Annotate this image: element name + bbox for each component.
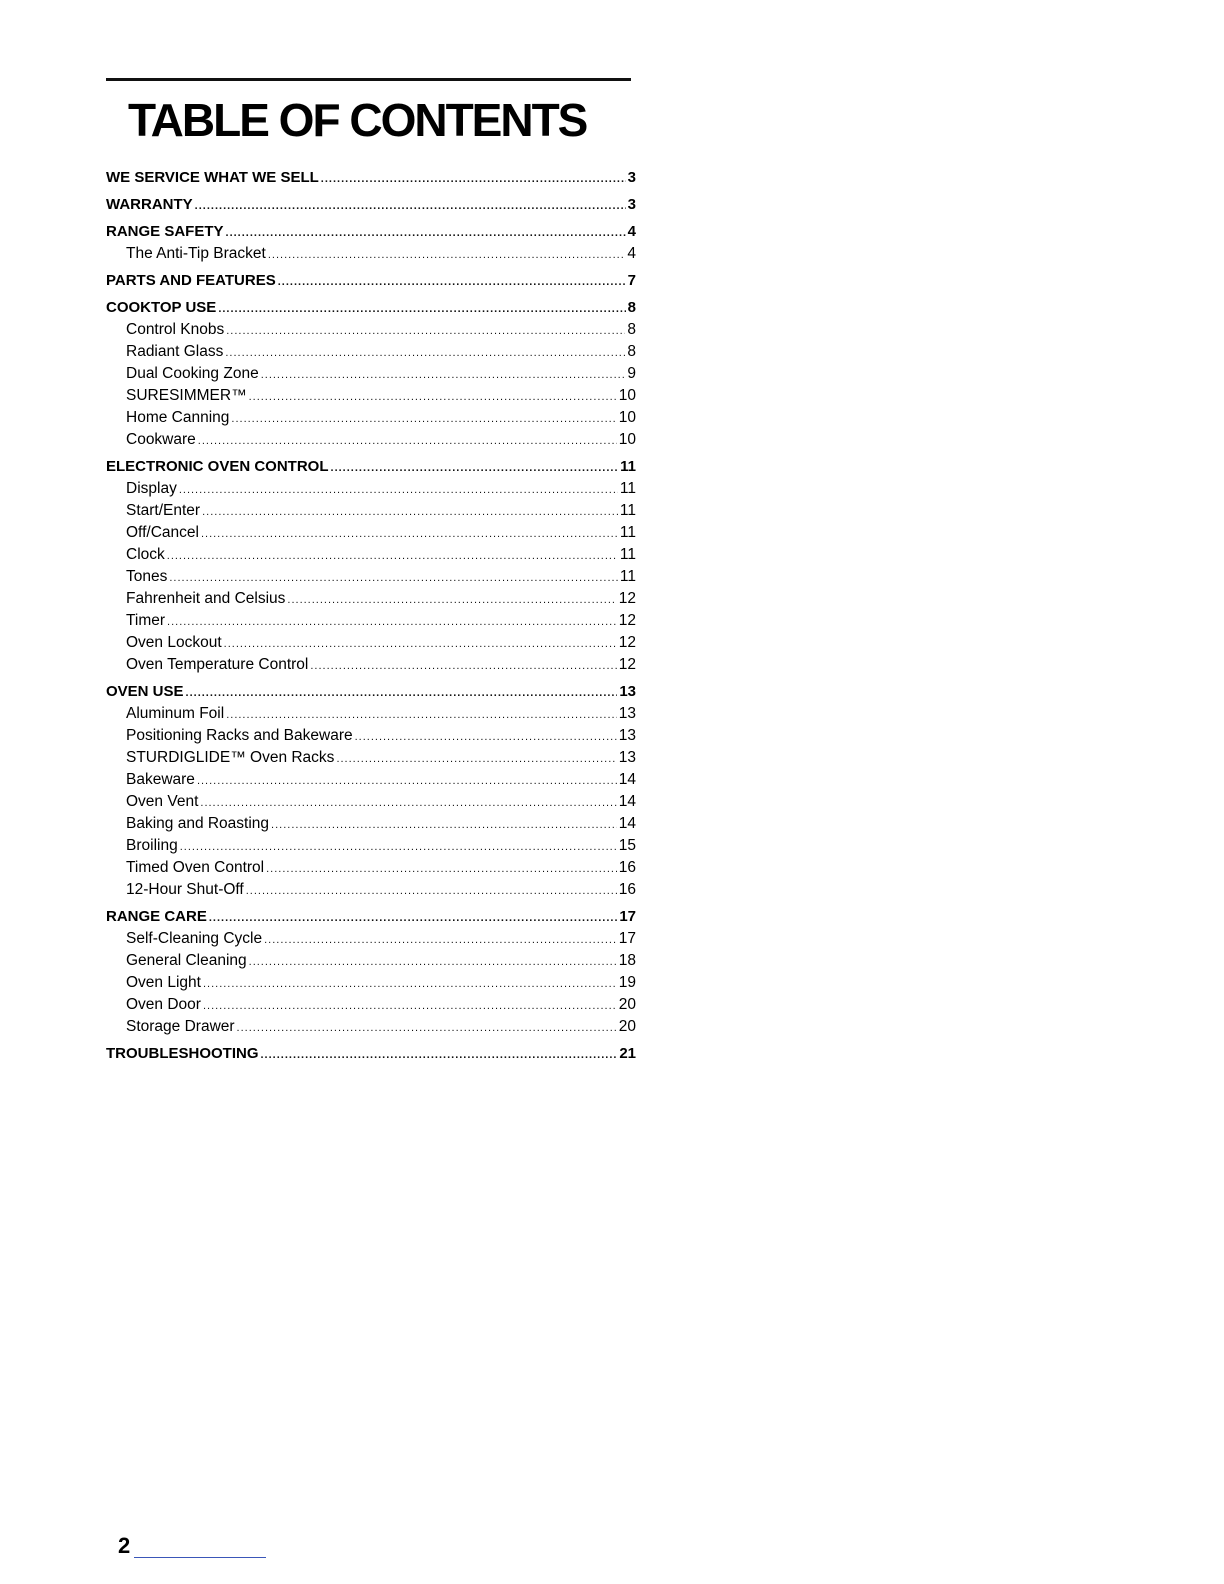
page-number: 2 [118,1533,131,1558]
toc-entry-label: WARRANTY [106,196,193,213]
toc-section-entry[interactable] [106,269,636,291]
toc-entry-label: Control Knobs [126,321,225,338]
toc-section-entry[interactable] [106,905,636,927]
toc-dot-leader [249,392,617,403]
toc-entry-label: Broiling [126,837,178,854]
toc-entry-label: Oven Light [126,974,201,991]
toc-entry-label: COOKTOP USE [106,299,217,316]
toc-dot-leader [246,886,617,897]
toc-dot-leader [226,710,617,721]
toc-subsection-entry[interactable] [106,812,636,834]
toc-entry-label: Dual Cooking Zone [126,365,259,382]
toc-dot-leader [237,1023,617,1034]
toc-entry-page: 9 [627,365,636,382]
toc-entry-page: 19 [618,974,636,991]
toc-entry-label: Start/Enter [126,502,201,519]
toc-entry-page: 17 [619,908,636,925]
toc-entry-page: 4 [627,223,636,240]
toc-entry-label: Fahrenheit and Celsius [126,590,286,607]
toc-entry-page: 11 [620,458,636,475]
toc-subsection-entry[interactable] [106,406,636,428]
toc-entry-page: 10 [618,387,636,404]
toc-dot-leader [249,957,617,968]
toc-entry-page: 8 [627,321,636,338]
toc-dot-leader [167,551,618,562]
title-rule [106,78,631,81]
toc-dot-leader [209,913,617,924]
toc-dot-leader [202,507,618,518]
toc-entry-page: 14 [618,815,636,832]
toc-entry-label: Baking and Roasting [126,815,270,832]
toc-subsection-entry[interactable] [106,609,636,631]
toc-dot-leader [261,1050,618,1061]
toc-subsection-entry[interactable] [106,565,636,587]
toc-section-entry[interactable] [106,455,636,477]
toc-entry-page: 14 [618,771,636,788]
toc-subsection-entry[interactable] [106,878,636,900]
toc-dot-leader [226,326,625,337]
toc-dot-leader [180,842,617,853]
toc-entry-label: Positioning Racks and Bakeware [126,727,353,744]
toc-entry-label: Display [126,480,177,497]
toc-entry-label: ELECTRONIC OVEN CONTROL [106,458,329,475]
toc-dot-leader [264,935,617,946]
toc-dot-leader [198,436,617,447]
toc-entry-page: 11 [619,502,636,519]
toc-dot-leader [169,573,618,584]
toc-dot-leader [271,820,617,831]
toc-entry-page: 3 [627,196,636,213]
toc-entry-label: WE SERVICE WHAT WE SELL [106,169,319,186]
toc-subsection-entry[interactable] [106,927,636,949]
toc-entry-label: Oven Door [126,996,201,1013]
toc-entry-label: Aluminum Foil [126,705,225,722]
toc-subsection-entry[interactable] [106,318,636,340]
toc-entry-page: 4 [627,245,636,262]
toc-dot-leader [197,776,617,787]
toc-subsection-entry[interactable] [106,834,636,856]
toc-dot-leader [261,370,626,381]
toc-entry-label: Bakeware [126,771,195,788]
toc-entry-label: OVEN USE [106,683,184,700]
toc-entry-label: STURDIGLIDE™ Oven Racks [126,749,335,766]
toc-subsection-entry[interactable] [106,631,636,653]
toc-entry-label: Timer [126,612,166,629]
toc-entry-label: Cookware [126,431,196,448]
toc-dot-leader [167,617,617,628]
page-title: TABLE OF CONTENTS [128,94,587,146]
toc-subsection-entry[interactable] [106,653,636,675]
toc-dot-leader [224,639,617,650]
toc-entry-label: Radiant Glass [126,343,224,360]
toc-entry-page: 12 [618,634,636,651]
toc-dot-leader [268,250,626,261]
toc-entry-page: 17 [618,930,636,947]
toc-entry-label: Home Canning [126,409,230,426]
toc-section-entry[interactable] [106,166,636,188]
toc-entry-page: 16 [618,881,636,898]
toc-entry-label: 12-Hour Shut-Off [126,881,244,898]
toc-entry-label: Off/Cancel [126,524,199,541]
toc-entry-label: Oven Vent [126,793,199,810]
toc-entry-label: Clock [126,546,165,563]
toc-entry-page: 10 [618,409,636,426]
toc-dot-leader [225,348,625,359]
toc-dot-leader [226,228,626,239]
toc-entry-page: 21 [619,1045,636,1062]
toc-entry-label: General Cleaning [126,952,247,969]
toc-dot-leader [203,979,617,990]
toc-subsection-entry[interactable] [106,384,636,406]
toc-entry-label: Storage Drawer [126,1018,235,1035]
toc-dot-leader [336,754,616,765]
toc-entry-label: PARTS AND FEATURES [106,272,276,289]
toc-entry-page: 12 [618,590,636,607]
toc-entry-label: Tones [126,568,168,585]
toc-entry-label: Timed Oven Control [126,859,265,876]
toc-entry-page: 20 [618,996,636,1013]
toc-entry-page: 20 [618,1018,636,1035]
toc-entry-page: 3 [627,169,636,186]
toc-dot-leader [195,201,626,212]
toc-entry-label: RANGE CARE [106,908,207,925]
toc-subsection-entry[interactable] [106,702,636,724]
toc-entry-page: 11 [619,568,636,585]
toc-entry-page: 8 [627,299,636,316]
toc-subsection-entry[interactable] [106,949,636,971]
toc-entry-page: 18 [618,952,636,969]
toc-dot-leader [355,732,617,743]
toc-dot-leader [231,414,616,425]
toc-subsection-entry[interactable] [106,790,636,812]
toc-subsection-entry[interactable] [106,362,636,384]
toc-subsection-entry[interactable] [106,242,636,264]
toc-section-entry[interactable] [106,193,636,215]
toc-dot-leader [278,277,626,288]
toc-entry-label: RANGE SAFETY [106,223,224,240]
table-of-contents [106,166,636,1064]
toc-entry-page: 15 [618,837,636,854]
toc-subsection-entry[interactable] [106,856,636,878]
toc-entry-page: 16 [618,859,636,876]
toc-subsection-entry[interactable] [106,499,636,521]
toc-subsection-entry[interactable] [106,428,636,450]
toc-dot-leader [266,864,617,875]
toc-section-entry[interactable] [106,1042,636,1064]
toc-entry-page: 7 [627,272,636,289]
toc-dot-leader [287,595,616,606]
toc-entry-page: 13 [618,727,636,744]
toc-dot-leader [186,688,618,699]
toc-dot-leader [200,798,616,809]
toc-entry-page: 11 [619,480,636,497]
toc-entry-page: 12 [618,612,636,629]
toc-section-entry[interactable] [106,220,636,242]
toc-entry-label: SURESIMMER™ [126,387,247,404]
toc-subsection-entry[interactable] [106,521,636,543]
toc-entry-label: Oven Temperature Control [126,656,309,673]
toc-entry-label: Self-Cleaning Cycle [126,930,263,947]
toc-entry-page: 13 [618,749,636,766]
toc-subsection-entry[interactable] [106,971,636,993]
toc-section-entry[interactable] [106,680,636,702]
toc-subsection-entry[interactable] [106,746,636,768]
footer-rule [134,1557,266,1558]
toc-entry-page: 12 [618,656,636,673]
toc-dot-leader [179,485,618,496]
toc-entry-page: 14 [618,793,636,810]
toc-entry-page: 11 [619,524,636,541]
toc-dot-leader [321,174,626,185]
toc-subsection-entry[interactable] [106,768,636,790]
toc-entry-page: 13 [619,683,636,700]
toc-dot-leader [203,1001,617,1012]
toc-entry-label: Oven Lockout [126,634,222,651]
toc-dot-leader [310,661,616,672]
toc-entry-page: 8 [627,343,636,360]
toc-subsection-entry[interactable] [106,543,636,565]
toc-entry-label: TROUBLESHOOTING [106,1045,259,1062]
toc-subsection-entry[interactable] [106,1015,636,1037]
toc-subsection-entry[interactable] [106,724,636,746]
toc-entry-page: 10 [618,431,636,448]
toc-entry-page: 11 [619,546,636,563]
toc-subsection-entry[interactable] [106,340,636,362]
toc-dot-leader [201,529,618,540]
toc-entry-label: The Anti-Tip Bracket [126,245,266,262]
toc-subsection-entry[interactable] [106,587,636,609]
toc-subsection-entry[interactable] [106,993,636,1015]
toc-section-entry[interactable] [106,296,636,318]
toc-entry-page: 13 [618,705,636,722]
toc-dot-leader [331,463,619,474]
toc-subsection-entry[interactable] [106,477,636,499]
toc-dot-leader [218,304,625,315]
